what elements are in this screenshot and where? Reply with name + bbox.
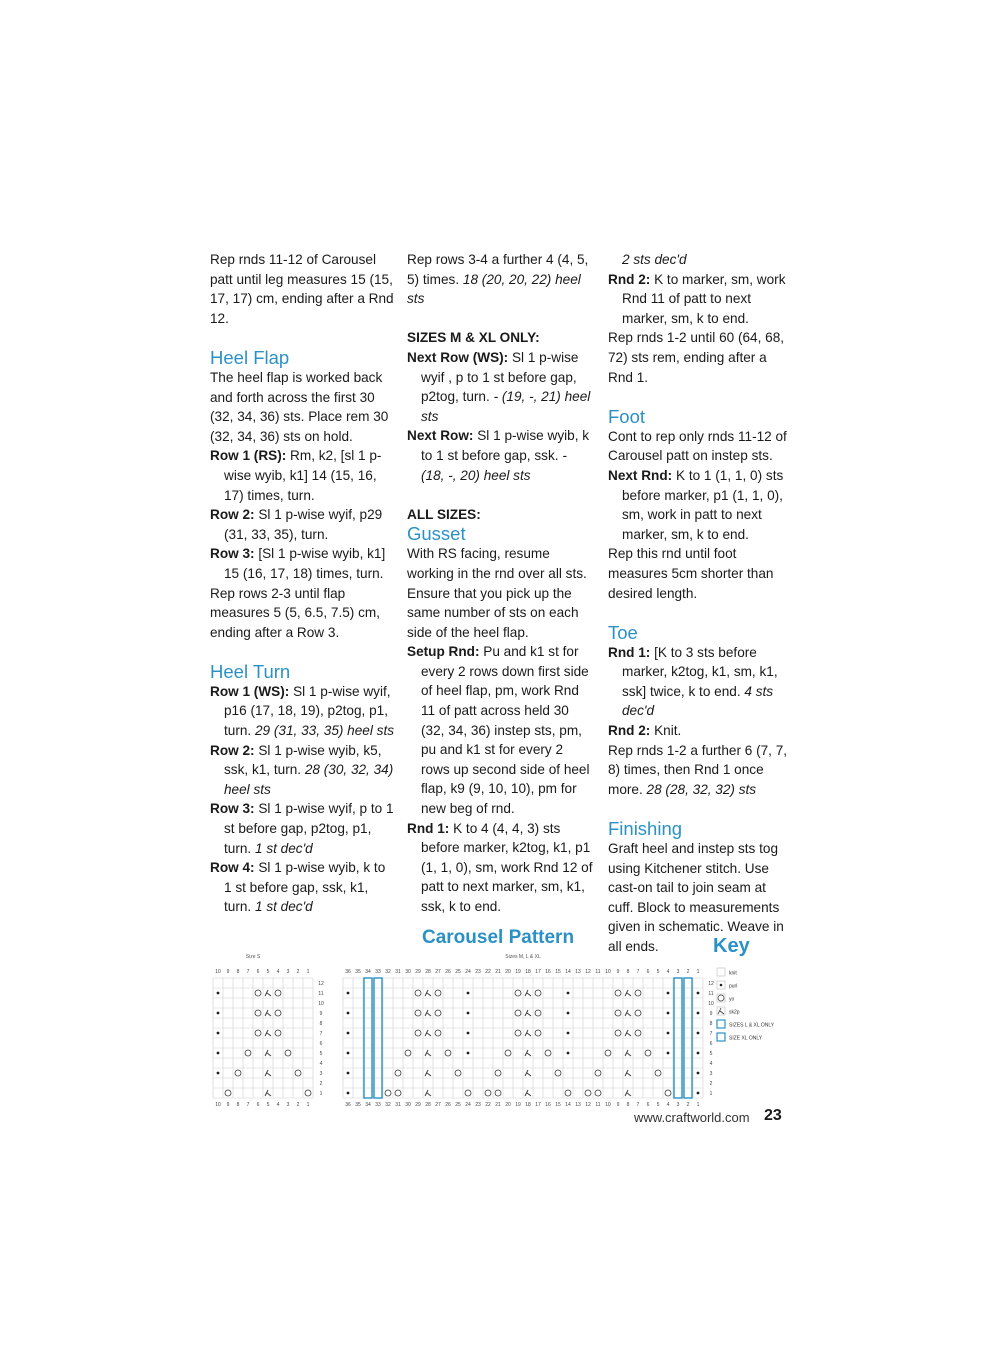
sk2p-symbol	[425, 1090, 431, 1096]
column-number: 7	[636, 969, 640, 975]
row-number: 4	[319, 1061, 323, 1067]
purl-symbol	[697, 1032, 700, 1035]
column-number: 10	[605, 1102, 611, 1108]
column-number: 3	[676, 969, 680, 975]
column-number: 10	[215, 969, 221, 975]
column-number: 1	[696, 969, 700, 975]
column-number: 33	[375, 1102, 381, 1108]
column-number: 21	[495, 969, 501, 975]
column-number: 16	[545, 1102, 551, 1108]
yo-symbol	[405, 1050, 411, 1056]
purl-symbol	[567, 1052, 570, 1055]
instruction-row: Row 3: Sl 1 p-wise wyif, p to 1 st before gap, p2tog, p1, turn. 1 st dec'd	[210, 801, 394, 856]
paragraph: The heel flap is worked back and forth across the first 30 (32, 34, 36) sts. Place rem 30 (32, 34, 36) sts on hold.	[210, 369, 389, 444]
yo-symbol	[635, 1030, 641, 1036]
column-number: 7	[636, 1102, 640, 1108]
yo-symbol	[615, 1010, 621, 1016]
purl-symbol	[697, 1092, 700, 1095]
instruction-row: Rnd 2: K to marker, sm, work Rnd 11 of patt to next marker, sm, k to end.	[608, 271, 786, 326]
yo-symbol	[535, 990, 541, 996]
column-number: 23	[475, 1102, 481, 1108]
column-number: 20	[505, 969, 511, 975]
purl-symbol	[697, 1012, 700, 1015]
purl-symbol	[720, 984, 723, 987]
yo-symbol	[665, 1090, 671, 1096]
column-number: 17	[535, 1102, 541, 1108]
key-swatch	[717, 1020, 725, 1028]
row-number: 9	[709, 1011, 713, 1017]
instruction-row: Next Row: Sl 1 p-wise wyib, k to 1 st before gap, ssk. - (18, -, 20) heel sts	[407, 428, 590, 483]
row-number: 3	[319, 1071, 323, 1077]
column-number: 34	[365, 969, 371, 975]
column-number: 13	[575, 1102, 581, 1108]
column-2	[407, 250, 593, 917]
paragraph: Rep this rnd until foot measures 5cm shorter than desired length.	[608, 546, 774, 601]
instruction-row: Row 4: Sl 1 p-wise wyib, k to 1 st before gap, ssk, k1, turn. 1 st dec'd	[210, 860, 386, 915]
yo-symbol	[435, 990, 441, 996]
column-number: 5	[266, 969, 270, 975]
row-number: 5	[319, 1051, 323, 1057]
purl-symbol	[467, 1032, 470, 1035]
purl-symbol	[217, 992, 220, 995]
column-number: 4	[666, 969, 670, 975]
column-number: 30	[405, 1102, 411, 1108]
yo-symbol	[635, 990, 641, 996]
column-number: 32	[385, 969, 391, 975]
column-number: 31	[395, 1102, 401, 1108]
sk2p-symbol	[525, 1050, 531, 1056]
column-number: 4	[276, 969, 280, 975]
purl-symbol	[347, 1032, 350, 1035]
instruction-row: Rnd 1: [K to 3 sts before marker, k2tog, k1, sm, k1, ssk] twice, k to end. 4 sts dec'd	[608, 644, 778, 719]
paragraph: Rep rnds 11-12 of Carousel patt until leg measures 15 (15, 17, 17) cm, ending after a Rnd 12.	[210, 252, 394, 326]
chart-size-label: Sizes M, L & XL	[505, 954, 541, 960]
column-number: 7	[246, 969, 250, 975]
column-number: 14	[565, 969, 571, 975]
yo-symbol	[275, 990, 281, 996]
column-number: 23	[475, 969, 481, 975]
sizes-heading: SIZES M & XL ONLY:	[407, 330, 540, 346]
yo-symbol	[435, 1030, 441, 1036]
paragraph: Rep rows 2-3 until flap measures 5 (5, 6.5, 7.5) cm, ending after a Row 3.	[210, 585, 380, 640]
column-number: 9	[616, 969, 620, 975]
purl-symbol	[667, 1012, 670, 1015]
yo-symbol	[435, 1010, 441, 1016]
column-number: 5	[656, 969, 660, 975]
column-number: 18	[525, 1102, 531, 1108]
column-number: 13	[575, 969, 581, 975]
yo-symbol	[545, 1050, 551, 1056]
row-number: 8	[319, 1021, 323, 1027]
column-number: 26	[445, 969, 451, 975]
purl-symbol	[217, 1012, 220, 1015]
yo-symbol	[515, 1010, 521, 1016]
yo-symbol	[515, 1030, 521, 1036]
column-number: 22	[485, 969, 491, 975]
row-number: 8	[709, 1021, 713, 1027]
yo-symbol	[595, 1090, 601, 1096]
purl-symbol	[567, 1012, 570, 1015]
yo-symbol	[645, 1050, 651, 1056]
column-number: 4	[666, 1102, 670, 1108]
heading-foot: Foot	[608, 405, 646, 427]
sk2p-symbol	[265, 1030, 271, 1036]
yo-symbol	[535, 1010, 541, 1016]
instruction-row: Next Row (WS): Sl 1 p-wise wyif , p to 1 st before gap, p2tog, turn. - (19, -, 21) heel sts	[407, 349, 591, 424]
purl-symbol	[467, 1052, 470, 1055]
column-number: 10	[215, 1102, 221, 1108]
paragraph: Rep rows 3-4 a further 4 (4, 5, 5) times. 18 (20, 20, 22) heel sts	[407, 252, 589, 307]
sk2p-symbol	[625, 1010, 631, 1016]
column-number: 18	[525, 969, 531, 975]
sk2p-symbol	[265, 1090, 271, 1096]
purl-symbol	[467, 992, 470, 995]
row-number: 1	[709, 1091, 713, 1097]
column-number: 8	[626, 969, 630, 975]
yo-symbol	[235, 1070, 241, 1076]
yo-symbol	[655, 1070, 661, 1076]
column-number: 31	[395, 969, 401, 975]
key-swatch	[717, 968, 725, 976]
yo-symbol	[555, 1070, 561, 1076]
heading-toe: Toe	[608, 621, 638, 643]
instruction-row: Rnd 2: Knit.	[608, 723, 682, 739]
column-number: 36	[345, 969, 351, 975]
continuation: 2 sts dec'd	[622, 252, 687, 267]
column-number: 28	[425, 969, 431, 975]
page-number: 23	[764, 1107, 782, 1124]
sk2p-symbol	[265, 990, 271, 996]
column-number: 9	[226, 1102, 230, 1108]
yo-symbol	[395, 1090, 401, 1096]
instruction-row: Row 1 (WS): Sl 1 p-wise wyif, p16 (17, 18, 19), p2tog, p1, turn. 29 (31, 33, 35) heel sts	[210, 683, 395, 739]
yo-symbol	[255, 990, 261, 996]
column-number: 2	[296, 1102, 300, 1108]
yo-symbol	[445, 1050, 451, 1056]
column-number: 19	[515, 969, 521, 975]
sk2p-symbol	[525, 990, 531, 996]
yo-symbol	[295, 1070, 301, 1076]
yo-symbol	[495, 1070, 501, 1076]
row-number: 9	[319, 1011, 323, 1017]
column-number: 28	[425, 1102, 431, 1108]
paragraph: Graft heel and instep sts tog using Kitchener stitch. Use cast-on tail to join seam at cuff. Block to measurements given in schematic. Weave in all ends.	[608, 841, 784, 954]
column-number: 5	[656, 1102, 660, 1108]
yo-symbol	[485, 1090, 491, 1096]
column-number: 15	[555, 969, 561, 975]
key-label: sk2p	[729, 1009, 740, 1016]
yo-symbol	[255, 1010, 261, 1016]
key-label: purl	[729, 983, 738, 990]
row-number: 1	[319, 1091, 323, 1097]
paragraph: Rep rnds 1-2 a further 6 (7, 7, 8) times, then Rnd 1 once more. 28 (28, 32, 32) sts	[608, 742, 788, 797]
column-number: 12	[585, 1102, 591, 1108]
column-number: 8	[236, 969, 240, 975]
row-number: 7	[319, 1031, 323, 1037]
sk2p-symbol	[625, 1090, 631, 1096]
column-number: 35	[355, 969, 361, 975]
yo-symbol	[415, 1030, 421, 1036]
instruction-row: Setup Rnd: Pu and k1 st for every 2 rows down first side of heel flap, pm, work Rnd 11 of patt across held 30 (32, 34, 36) instep sts, pm, pu and k1 st for every 2 rows up second side of heel flap, k9 (9, 10, 10), pm for new beg of rnd.	[407, 644, 590, 817]
column-number: 6	[646, 1102, 650, 1108]
carousel-pattern-chart	[205, 950, 785, 1108]
row-number: 12	[708, 981, 714, 987]
row-number: 7	[709, 1031, 713, 1037]
column-number: 6	[256, 1102, 260, 1108]
column-number: 3	[676, 1102, 680, 1108]
row-number: 3	[709, 1071, 713, 1077]
paragraph: Rep rnds 1-2 until 60 (64, 68, 72) sts rem, ending after a Rnd 1.	[608, 330, 785, 385]
column-number: 21	[495, 1102, 501, 1108]
column-number: 25	[455, 1102, 461, 1108]
purl-symbol	[697, 1072, 700, 1075]
sk2p-symbol	[625, 990, 631, 996]
instruction-row: Next Rnd: K to 1 (1, 1, 0) sts before marker, p1 (1, 1, 0), sm, work in patt to next marker, sm, k to end.	[608, 467, 784, 542]
yo-symbol	[385, 1090, 391, 1096]
instruction-row: Rnd 1: K to 4 (4, 4, 3) sts before marker, k2tog, k1, p1 (1, 1, 0), sm, work Rnd 12 of patt to next marker, sm, k1, ssk, k to end.	[407, 820, 593, 914]
yo-symbol	[305, 1090, 311, 1096]
row-number: 10	[318, 1001, 324, 1007]
column-number: 11	[595, 969, 601, 975]
chart-size-label: Size S	[245, 954, 261, 960]
sk2p-symbol	[625, 1030, 631, 1036]
purl-symbol	[567, 992, 570, 995]
yo-symbol	[565, 1090, 571, 1096]
row-number: 2	[709, 1081, 713, 1087]
yo-symbol	[275, 1010, 281, 1016]
column-number: 34	[365, 1102, 371, 1108]
yo-symbol	[595, 1070, 601, 1076]
row-number: 4	[709, 1061, 713, 1067]
column-number: 6	[256, 969, 260, 975]
column-number: 11	[595, 1102, 601, 1108]
purl-symbol	[667, 1032, 670, 1035]
yo-symbol	[635, 1010, 641, 1016]
instruction-row: Row 1 (RS): Rm, k2, [sl 1 p-wise wyib, k1] 14 (15, 16, 17) times, turn.	[210, 448, 382, 503]
column-number: 29	[415, 969, 421, 975]
sk2p-symbol	[625, 1070, 631, 1076]
column-number: 33	[375, 969, 381, 975]
column-number: 6	[646, 969, 650, 975]
yo-symbol	[535, 1030, 541, 1036]
yo-symbol	[465, 1090, 471, 1096]
instruction-row: Row 2: Sl 1 p-wise wyif, p29 (31, 33, 35), turn.	[210, 507, 383, 542]
column-number: 4	[276, 1102, 280, 1108]
key-label: knit	[729, 970, 737, 977]
key-label: SIZE XL ONLY	[729, 1035, 763, 1042]
purl-symbol	[347, 1072, 350, 1075]
column-number: 8	[626, 1102, 630, 1108]
column-number: 8	[236, 1102, 240, 1108]
column-number: 2	[686, 969, 690, 975]
column-number: 22	[485, 1102, 491, 1108]
column-number: 1	[306, 969, 310, 975]
key-label: SIZES L & XL ONLY	[729, 1022, 775, 1029]
column-number: 3	[286, 1102, 290, 1108]
column-number: 3	[286, 969, 290, 975]
yo-symbol	[495, 1090, 501, 1096]
column-number: 12	[585, 969, 591, 975]
sk2p-symbol	[525, 1090, 531, 1096]
column-number: 17	[535, 969, 541, 975]
column-number: 1	[696, 1102, 700, 1108]
instruction-row: Row 3: [Sl 1 p-wise wyib, k1] 15 (16, 17, 18) times, turn.	[210, 546, 386, 581]
sk2p-symbol	[525, 1030, 531, 1036]
column-number: 30	[405, 969, 411, 975]
purl-symbol	[697, 1052, 700, 1055]
column-number: 9	[616, 1102, 620, 1108]
yo-symbol	[245, 1050, 251, 1056]
column-number: 36	[345, 1102, 351, 1108]
key-swatch	[717, 1033, 725, 1041]
column-number: 1	[306, 1102, 310, 1108]
footer-url: www.craftworld.com	[634, 1110, 750, 1125]
sk2p-symbol	[265, 1050, 271, 1056]
row-number: 11	[318, 991, 324, 997]
column-number: 14	[565, 1102, 571, 1108]
yo-symbol	[615, 990, 621, 996]
heading-heel-flap: Heel Flap	[210, 346, 290, 368]
purl-symbol	[217, 1072, 220, 1075]
row-number: 10	[708, 1001, 714, 1007]
column-number: 20	[505, 1102, 511, 1108]
yo-symbol	[605, 1050, 611, 1056]
instruction-row: Row 2: Sl 1 p-wise wyib, k5, ssk, k1, turn. 28 (30, 32, 34) heel sts	[210, 742, 394, 797]
purl-symbol	[667, 992, 670, 995]
paragraph: With RS facing, resume working in the rnd over all sts. Ensure that you pick up the same number of sts on each side of the heel flap.	[407, 546, 587, 640]
sk2p-symbol	[425, 990, 431, 996]
row-number: 6	[319, 1041, 323, 1047]
key-title: Key	[713, 935, 750, 957]
sizes-heading: ALL SIZES:	[407, 506, 481, 522]
sk2p-symbol	[265, 1010, 271, 1016]
row-number: 5	[709, 1051, 713, 1057]
yo-symbol	[395, 1070, 401, 1076]
column-number: 2	[296, 969, 300, 975]
sk2p-symbol	[425, 1050, 431, 1056]
column-number: 25	[455, 969, 461, 975]
yo-symbol	[505, 1050, 511, 1056]
sk2p-symbol	[525, 1070, 531, 1076]
column-number: 5	[266, 1102, 270, 1108]
purl-symbol	[347, 992, 350, 995]
column-1	[210, 250, 396, 917]
column-number: 29	[415, 1102, 421, 1108]
purl-symbol	[347, 1012, 350, 1015]
purl-symbol	[347, 1092, 350, 1095]
yo-symbol	[415, 1010, 421, 1016]
heading-heel-turn: Heel Turn	[210, 660, 291, 682]
column-number: 10	[605, 969, 611, 975]
yo-symbol	[615, 1030, 621, 1036]
yo-symbol	[225, 1090, 231, 1096]
column-number: 24	[465, 1102, 471, 1108]
heading-gusset: Gusset	[407, 523, 466, 545]
column-number: 27	[435, 969, 441, 975]
paragraph: Cont to rep only rnds 11-12 of Carousel patt on instep sts.	[608, 428, 787, 464]
column-number: 2	[686, 1102, 690, 1108]
heading-finishing: Finishing	[608, 818, 683, 840]
row-number: 2	[319, 1081, 323, 1087]
yo-symbol	[255, 1030, 261, 1036]
column-number: 15	[555, 1102, 561, 1108]
purl-symbol	[697, 992, 700, 995]
purl-symbol	[667, 1052, 670, 1055]
column-3	[608, 250, 794, 957]
yo-symbol	[415, 990, 421, 996]
purl-symbol	[567, 1032, 570, 1035]
sk2p-symbol	[625, 1050, 631, 1056]
column-number: 24	[465, 969, 471, 975]
column-number: 7	[246, 1102, 250, 1108]
column-number: 16	[545, 969, 551, 975]
sk2p-symbol	[425, 1010, 431, 1016]
chart-title: Carousel Pattern	[422, 927, 575, 948]
sk2p-symbol	[425, 1070, 431, 1076]
column-number: 35	[355, 1102, 361, 1108]
sk2p-symbol	[265, 1070, 271, 1076]
column-number: 19	[515, 1102, 521, 1108]
row-number: 11	[708, 991, 714, 997]
purl-symbol	[467, 1012, 470, 1015]
column-number: 26	[445, 1102, 451, 1108]
sk2p-symbol	[525, 1010, 531, 1016]
purl-symbol	[217, 1032, 220, 1035]
yo-symbol	[585, 1090, 591, 1096]
column-number: 27	[435, 1102, 441, 1108]
purl-symbol	[217, 1052, 220, 1055]
purl-symbol	[347, 1052, 350, 1055]
yo-symbol	[285, 1050, 291, 1056]
column-number: 9	[226, 969, 230, 975]
yo-symbol	[515, 990, 521, 996]
yo-symbol	[455, 1070, 461, 1076]
yo-symbol	[275, 1030, 281, 1036]
row-number: 12	[318, 981, 324, 987]
column-number: 32	[385, 1102, 391, 1108]
key-label: yo	[729, 996, 735, 1003]
sk2p-symbol	[425, 1030, 431, 1036]
row-number: 6	[709, 1041, 713, 1047]
